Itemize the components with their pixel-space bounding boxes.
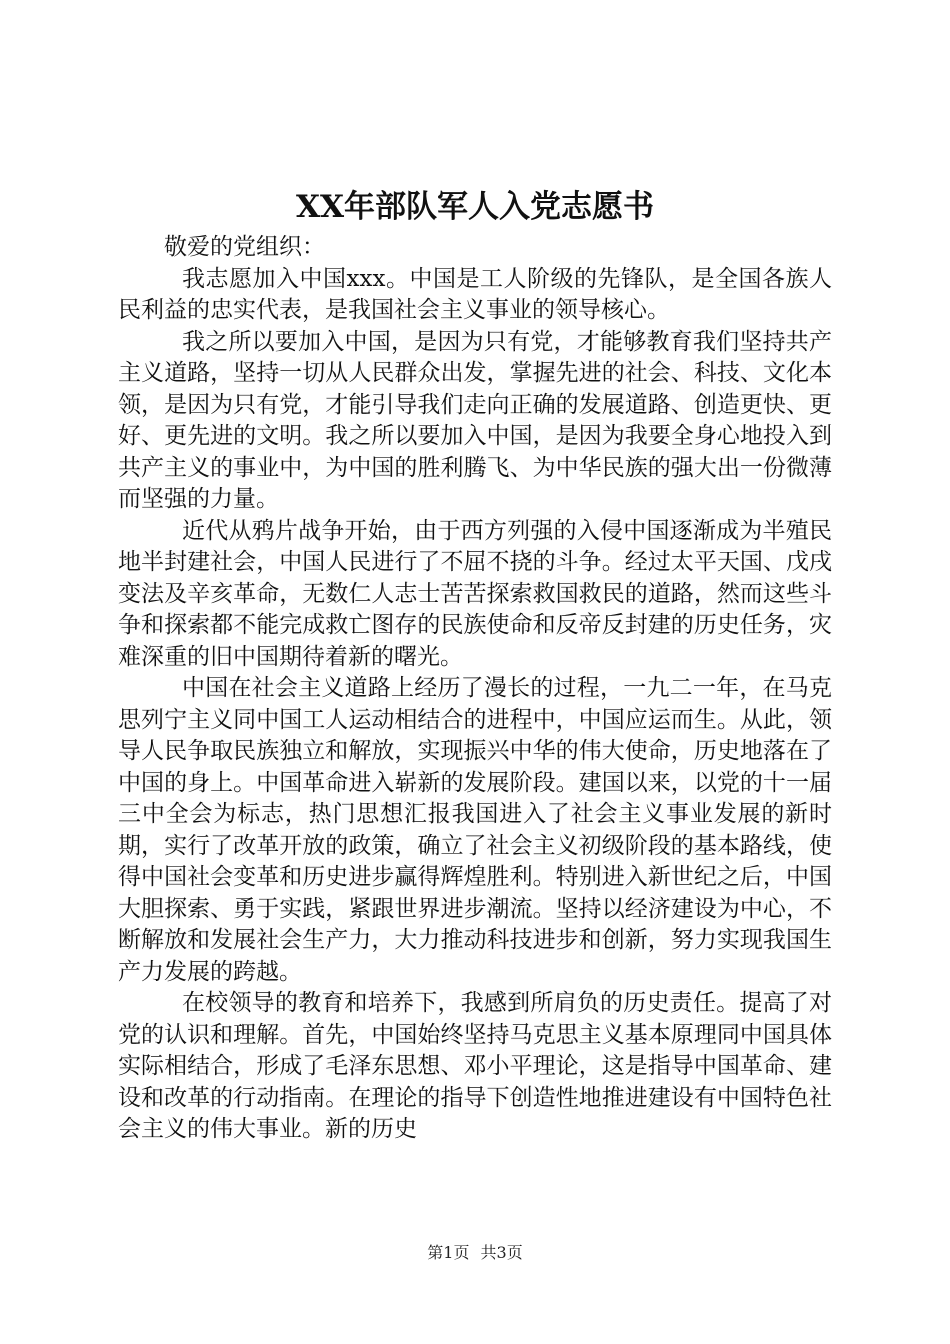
paragraph: 中国在社会主义道路上经历了漫长的过程，一九二一年，在马克思列宁主义同中国工人运动相结合的进程中，中国应运而生。从此，领导人民争取民族独立和解放，实现振兴中华的伟大使命，历史地落在了中国的身上。中国革命进入崭新的发展阶段。建国以来，以党的十一届三中全会为标志，热门思想汇报我国进入了社会主义事业发展的新时期，实行了改革开放的政策，确立了社会主义初级阶段的基本路线，使得中国社会变革和历史进步赢得辉煌胜利。特别进入新世纪之后，中国大胆探索、勇于实践，紧跟世界进步潮流。坚持以经济建设为中心，不断解放和发展社会生产力，大力推动科技进步和创新，努力实现我国生产力发展的跨越。	[118, 675, 832, 985]
document-title: XX年部队军人入党志愿书	[295, 189, 655, 225]
paragraph: 我之所以要加入中国，是因为只有党，才能够教育我们坚持共产主义道路，坚持一切从人民群众出发，掌握先进的社会、科技、文化本领，是因为只有党，才能引导我们走向正确的发展道路、创造更快、更好、更先进的文明。我之所以要加入中国，是因为我要全身心地投入到共产主义的事业中，为中国的胜利腾飞、为中华民族的强大出一份微薄而坚强的力量。	[118, 328, 832, 512]
page-number: 第1页	[427, 1243, 470, 1262]
paragraph: 近代从鸦片战争开始，由于西方列强的入侵中国逐渐成为半殖民地半封建社会，中国人民进行了不屈不挠的斗争。经过太平天国、戊戌变法及辛亥革命，无数仁人志士苦苦探索救国救民的道路，然而这些斗争和探索都不能完成救亡图存的民族使命和反帝反封建的历史任务，灾难深重的旧中国期待着新的曙光。	[118, 517, 832, 670]
salutation: 敬爱的党组织：	[164, 234, 325, 260]
paragraph: 在校领导的教育和培养下，我感到所肩负的历史责任。提高了对党的认识和理解。首先，中国始终坚持马克思主义基本原理同中国具体实际相结合，形成了毛泽东思想、邓小平理论，这是指导中国革命、建设和改革的行动指南。在理论的指导下创造性地推进建设有中国特色社会主义的伟大事业。新的历史	[118, 990, 832, 1142]
page-total: 共3页	[480, 1243, 523, 1262]
paragraph: 我志愿加入中国xxx。中国是工人阶级的先锋队，是全国各族人民利益的忠实代表，是我国社会主义事业的领导核心。	[118, 265, 832, 323]
document-body	[118, 232, 832, 1146]
page-footer	[0, 1243, 950, 1263]
